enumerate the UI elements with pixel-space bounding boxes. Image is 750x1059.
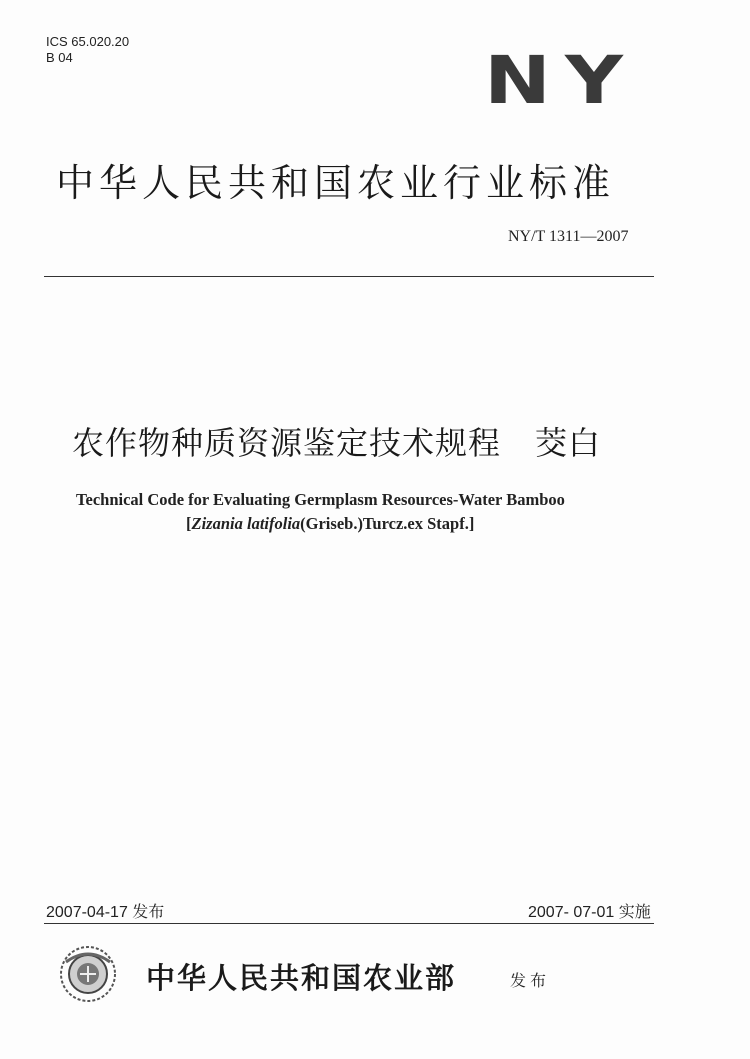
genus-name: Zizania <box>191 514 243 533</box>
bottom-divider <box>44 923 654 924</box>
organization-title: 中华人民共和国农业行业标准 <box>56 161 616 205</box>
publish-label: 发布 <box>510 971 551 990</box>
standard-number: NY/T 1311—2007 <box>508 228 629 245</box>
document-title <box>72 418 601 464</box>
ccs-code: B 04 <box>46 50 73 65</box>
english-scientific-name <box>186 512 474 536</box>
english-title: Technical Code for Evaluating Germplasm Resources-Water Bamboo <box>76 490 565 509</box>
implementation-date: 2007- 07-01 实施 <box>528 904 651 921</box>
open-bracket: [ <box>186 514 192 533</box>
ministry-emblem-icon <box>58 944 118 1004</box>
ics-code: ICS 65.020.20 <box>46 34 130 49</box>
title-main: 农作物种质资源鉴定技术规程 <box>72 424 502 462</box>
species-name: latifolia <box>246 514 301 533</box>
classification-codes <box>46 34 129 66</box>
authority: (Griseb.)Turcz.ex Stapf.] <box>300 514 475 533</box>
ministry-name: 中华人民共和国农业部 <box>146 961 457 995</box>
top-divider <box>44 276 654 277</box>
title-crop: 茭白 <box>535 424 602 462</box>
ny-logo: NY <box>484 42 637 119</box>
issue-date: 2007-04-17 发布 <box>46 904 165 921</box>
